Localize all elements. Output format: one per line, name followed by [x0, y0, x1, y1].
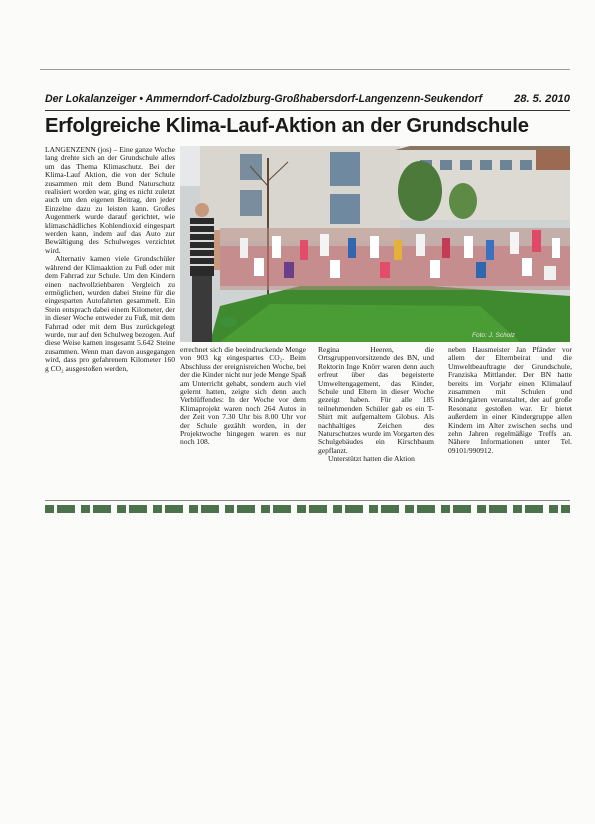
- article-column-4: [448, 346, 572, 455]
- paragraph: Unterstützt hatten die Aktion: [328, 454, 415, 464]
- article-column-2: [180, 346, 306, 447]
- paragraph: errechnet sich die beeindruckende Menge von 903 kg eingespartes CO₂. Beim Abschluss der ereignisreichen Woche, bei der die Kinder nicht nur jede Menge Spaß am Unterricht gehabt, sondern auch viel gelernt hatten, zeigte sich denn auch Verblüffendes: In der Woche vor dem Klimaprojekt waren noch 264 Autos in der Zeit von 7.30 Uhr bis 8.00 Uhr vor der Schule gezählt worden, in der Projektwoche hingegen waren es nur noch 108.: [180, 345, 307, 447]
- article-column-1: [45, 146, 175, 373]
- source-line: Der Lokalanzeiger • Ammerndorf-Cadolzburg-Großhabersdorf-Langenzenn-Seukendorf: [45, 93, 483, 105]
- paragraph: LANGENZENN (jos) – Eine ganze Woche lang drehte sich an der Grundschule alles um das Thema Klimaschutz. Bei der Klima-Lauf Aktion, die von der Schule zusammen mit dem Bund Naturschutz realisiert worden war, ging es nicht zuletzt auch um den eigenen Beitrag, den jeder Einzelne dazu zu leisten kann. Großes Augenmerk wurde darauf gerichtet, wie klimaschädliches Kohlendioxid eingespart werden kann, indem auf das Auto zur Bewältigung des Schulweges verzichtet wird.: [45, 145, 175, 255]
- newspaper-header: [45, 93, 570, 109]
- cut-off-headline: [45, 505, 570, 513]
- paragraph: neben Hausmeister Jan Pfänder vor allem der Elternbeirat und die Umweltbeauftragte der Grundschule, Franziska Mittlander. Der BN hatte bereits im Vorjahr einen Klimalauf zusammen mit Schulen und Kindergärten veranstaltet, der auf große Resonanz gestoßen war. Er bietet außerdem in einer Kindergruppe allen Kindern im Alter zwischen sechs und zehn Jahren regelmäßige Treffs an. Nähere Informationen unter Tel. 09101/990912.: [448, 345, 572, 455]
- photo-credit: Foto: J. Scholz: [472, 332, 515, 339]
- school-children-photo: [180, 146, 570, 342]
- issue-date: 28. 5. 2010: [514, 93, 570, 105]
- article-title: Erfolgreiche Klima-Lauf-Aktion an der Grundschule: [45, 115, 529, 137]
- article-column-3: [318, 346, 434, 464]
- paragraph: Alternativ kamen viele Grundschüler während der Klimaaktion zu Fuß oder mit dem Fahrrad zur Schule. Um den Kindern einen nachvollziehbaren Vergleich zu ermöglichen, wurden dabei Steine für die eingesparten Autofahrten gesammelt. Ein Stein entsprach dabei einem Kilometer, der in dieser Woche entweder zu Fuß, mit dem Fahrrad oder mit dem Bus zurückgelegt wurde, nur auf den Schulweg bezogen. Auf diese Weise kamen insgesamt 5.642 Steine zusammen. Wenn man davon ausgegangen wird, dass pro gefahrenem Kilometer 160 g CO₂ ausgestoßen werden,: [45, 254, 175, 373]
- next-article-cutoff: [45, 500, 570, 515]
- header-rule: [45, 110, 570, 111]
- article-photo: [180, 146, 570, 342]
- scan-edge-rule: [40, 69, 570, 70]
- paragraph: Regina Heeren, die Ortsgruppenvorsitzende des BN, und Rektorin Inge Knörr waren denn auch erfreut über das begeisterte Umweltengagement, das Kinder, Schule und Eltern in dieser Woche gezeigt haben. Für alle 185 teilnehmenden Schüler gab es ein T-Shirt mit aufgemaltem Globus. Als nachhaltiges Zeichen des Naturschutzes wurde im Vorgarten des Schulgebäudes ein Kirschbaum gepflanzt.: [318, 345, 434, 455]
